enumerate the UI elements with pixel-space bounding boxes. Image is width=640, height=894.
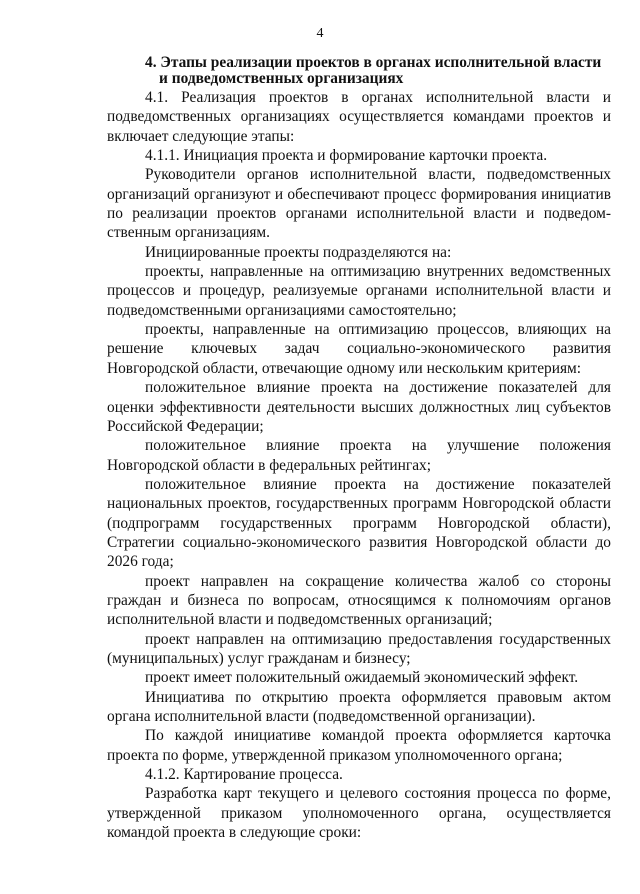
paragraph-4-1-2: 4.1.2. Картирование процесса. [145, 766, 343, 784]
paragraph-legal-act: Инициатива по открытию проекта оформляется правовым актом органа исполнительной власти (подведомственной организации). [107, 688, 611, 725]
paragraph-initiated-projects: Инициированные проекты подразделяются на: [145, 243, 452, 261]
document-body [107, 55, 611, 842]
criterion-complaints: проект направлен на сокращение количества жалоб со стороны граждан и бизнеса по вопросам, относящимся к полномочиям органов исполнительной власти и подведомственных организаций; [107, 572, 611, 629]
criterion-public-services: проект направлен на оптимизацию предоставления государственных (муниципальных) услуг гражданам и бизнесу; [107, 630, 611, 667]
page-number: 4 [316, 26, 324, 41]
criterion-national-projects: положительное влияние проекта на достижение показателей национальных проектов, государственных программ Новгородской области (подпрограмм государственных программ Новгородской области), Стратегии социально-экономического развития Новгородской области до 2026 года; [107, 475, 611, 571]
paragraph-process-maps: Разработка карт текущего и целевого состояния процесса по форме, утвержденной приказом уполномоченного органа, осуществляется командой проекта в следующие сроки: [107, 785, 611, 842]
criterion-federal-ratings: положительное влияние проекта на улучшение положения Новгородской области в федеральных рейтингах; [107, 437, 611, 474]
paragraph-leaders: Руководители органов исполнительной власти, подведомственных организаций организуют и обеспечивают процесс формирования инициатив по реализации проектов органами исполнительной власти и подведомственным организациям. [107, 166, 611, 242]
list-item-key-tasks: проекты, направленные на оптимизацию процессов, влияющих на решение ключевых задач социально-экономического развития Новгородской области, отвечающие одному или нескольким критериям: [107, 321, 611, 377]
paragraph-4-1-1: 4.1.1. Инициация проекта и формирование карточки проекта. [145, 147, 548, 165]
section-heading: 4. Этапы реализации проектов в органах исполнительной власти и подведомственных организациях [145, 54, 602, 87]
criterion-officials-performance: положительное влияние проекта на достижение показателей для оценки эффективности деятельности высших должностных лиц субъектов Российской Федерации; [107, 379, 611, 435]
paragraph-project-card: По каждой инициативе командой проекта оформляется карточка проекта по форме, утвержденной приказом уполномоченного органа; [107, 727, 611, 764]
criterion-economic-effect: проект имеет положительный ожидаемый экономический эффект. [145, 669, 579, 687]
list-item-internal-processes: проекты, направленные на оптимизацию внутренних ведомственных процессов и процедур, реализуемые органами исполнительной власти и подведомственными организациями самостоятельно; [107, 263, 611, 319]
paragraph-4-1: 4.1. Реализация проектов в органах исполнительной власти и подведомственных организациях осуществляется командами проектов и включает следующие этапы: [107, 89, 611, 145]
